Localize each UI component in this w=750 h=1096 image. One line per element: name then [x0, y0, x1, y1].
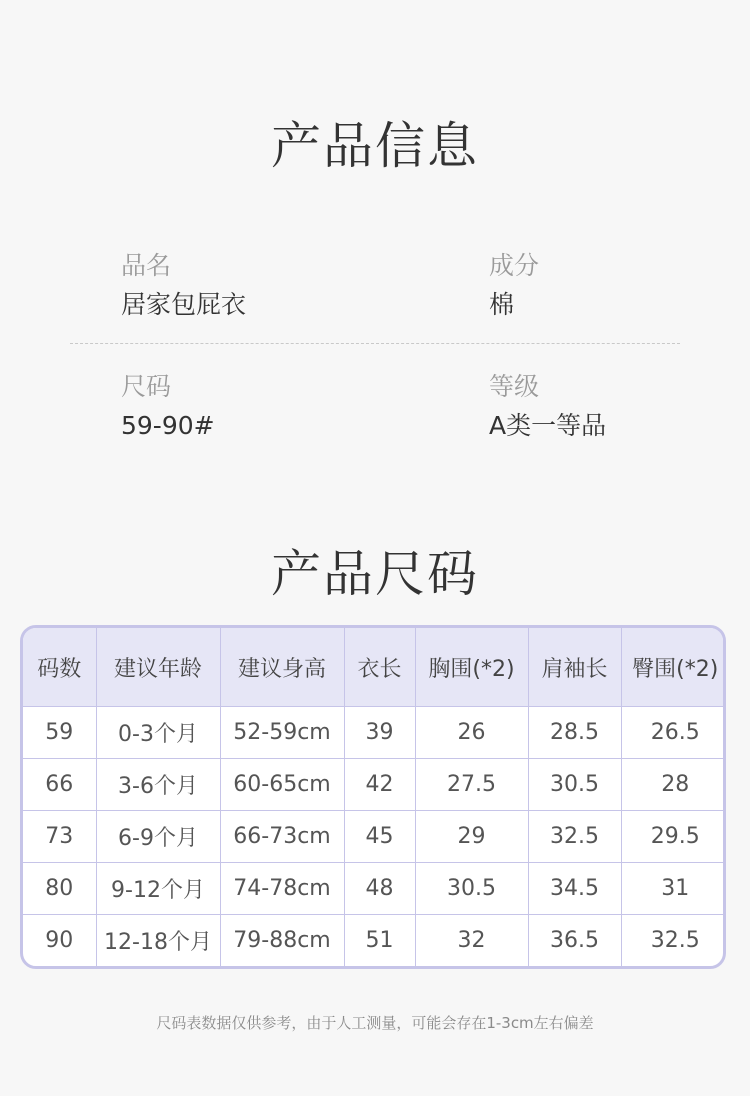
- cell-height: 60-65cm: [220, 759, 344, 811]
- cell-hip: 32.5: [621, 915, 726, 967]
- info-value: 居家包屁衣: [121, 290, 247, 319]
- info-item-grade: [489, 374, 606, 438]
- table-row: [23, 811, 726, 863]
- info-value: 棉: [489, 290, 515, 319]
- cell-shoulder-sleeve: 34.5: [528, 863, 621, 915]
- table-row: [23, 707, 726, 759]
- info-value: 59-90#: [121, 411, 215, 440]
- size-section-title: 产品尺码: [271, 545, 479, 603]
- cell-shoulder-sleeve: 30.5: [528, 759, 621, 811]
- size-table-header-row: [23, 628, 726, 707]
- header-length: 衣长: [344, 628, 415, 707]
- size-footnote: 尺码表数据仅供参考，由于人工测量，可能会存在1-3cm左右偏差: [156, 1014, 594, 1032]
- cell-size: 90: [23, 915, 96, 967]
- header-hip: 臀围(*2): [621, 628, 726, 707]
- cell-age: 6-9个月: [96, 811, 220, 863]
- cell-hip: 26.5: [621, 707, 726, 759]
- info-item-name: [121, 253, 246, 317]
- cell-length: 51: [344, 915, 415, 967]
- info-value: A类一等品: [489, 411, 607, 440]
- cell-chest: 27.5: [415, 759, 528, 811]
- cell-hip: 29.5: [621, 811, 726, 863]
- info-label: 尺码: [121, 372, 172, 401]
- size-table: [20, 625, 726, 969]
- info-section-title: 产品信息: [271, 117, 479, 175]
- info-label: 品名: [121, 251, 172, 280]
- cell-size: 66: [23, 759, 96, 811]
- cell-chest: 29: [415, 811, 528, 863]
- cell-hip: 28: [621, 759, 726, 811]
- cell-height: 66-73cm: [220, 811, 344, 863]
- header-age: 建议年龄: [96, 628, 220, 707]
- cell-size: 73: [23, 811, 96, 863]
- header-size: 码数: [23, 628, 96, 707]
- cell-height: 79-88cm: [220, 915, 344, 967]
- header-chest: 胸围(*2): [415, 628, 528, 707]
- cell-shoulder-sleeve: 36.5: [528, 915, 621, 967]
- info-label: 等级: [489, 372, 540, 401]
- cell-length: 39: [344, 707, 415, 759]
- info-item-material: [489, 253, 539, 317]
- info-divider: [70, 343, 680, 344]
- cell-age: 12-18个月: [96, 915, 220, 967]
- header-height: 建议身高: [220, 628, 344, 707]
- cell-shoulder-sleeve: 32.5: [528, 811, 621, 863]
- table-row: [23, 759, 726, 811]
- cell-age: 3-6个月: [96, 759, 220, 811]
- cell-chest: 30.5: [415, 863, 528, 915]
- table-row: [23, 915, 726, 967]
- cell-height: 52-59cm: [220, 707, 344, 759]
- cell-length: 45: [344, 811, 415, 863]
- cell-chest: 26: [415, 707, 528, 759]
- table-row: [23, 863, 726, 915]
- cell-hip: 31: [621, 863, 726, 915]
- cell-length: 42: [344, 759, 415, 811]
- cell-age: 9-12个月: [96, 863, 220, 915]
- info-label: 成分: [489, 251, 540, 280]
- cell-age: 0-3个月: [96, 707, 220, 759]
- cell-size: 80: [23, 863, 96, 915]
- cell-length: 48: [344, 863, 415, 915]
- header-shoulder-sleeve: 肩袖长: [528, 628, 621, 707]
- cell-shoulder-sleeve: 28.5: [528, 707, 621, 759]
- cell-height: 74-78cm: [220, 863, 344, 915]
- cell-size: 59: [23, 707, 96, 759]
- cell-chest: 32: [415, 915, 528, 967]
- info-item-size: [121, 374, 215, 438]
